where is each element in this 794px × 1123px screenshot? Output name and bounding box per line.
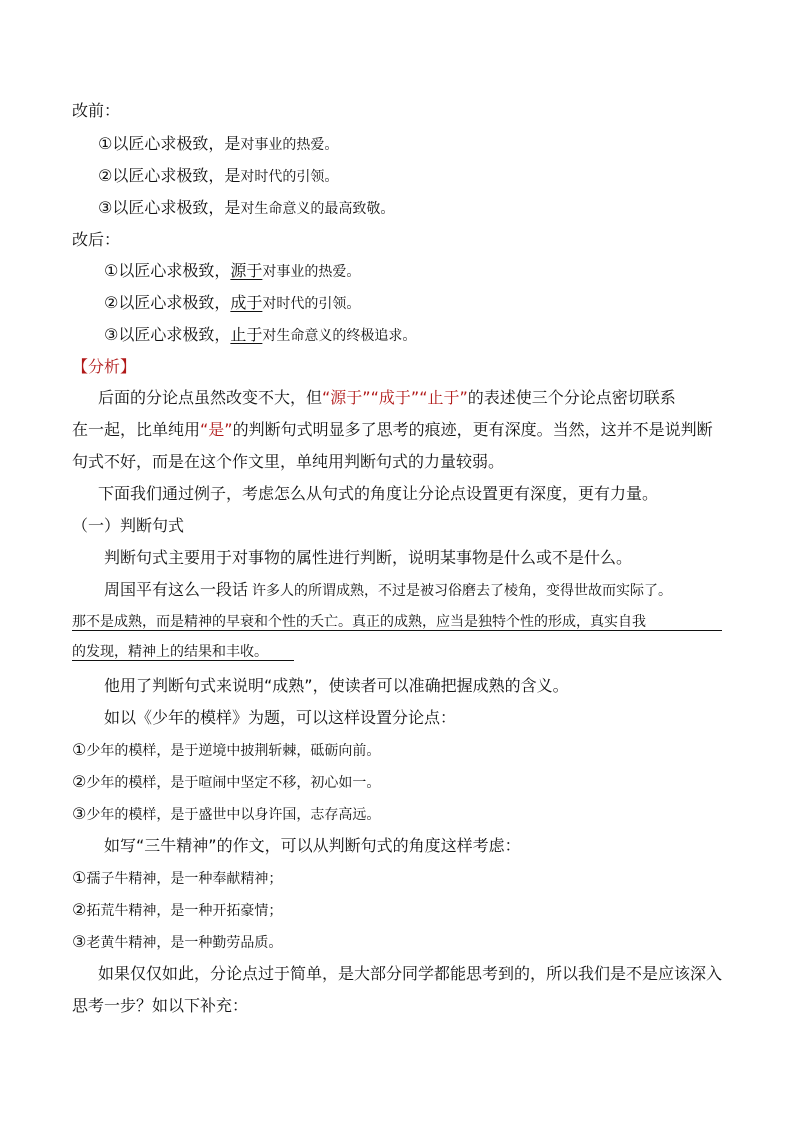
item-text: 老黄牛精神，是一种勤劳品质。 xyxy=(86,935,283,951)
item-number: ① xyxy=(72,868,87,887)
section-definition: 判断句式主要用于对事物的属性进行判断，说明某事物是什么或不是什么。 xyxy=(104,548,633,567)
item-lead: 以匠心求极致，是 xyxy=(112,198,241,217)
before-item-3 xyxy=(98,198,394,219)
quote-line-1 xyxy=(104,580,672,601)
item-number: ③ xyxy=(72,804,87,823)
quote-text: 那不是成熟，而是精神的早衰和个性的夭亡。 xyxy=(72,614,352,630)
youth-item-3 xyxy=(72,804,380,825)
analysis-paragraph-line-3: 句式不好，而是在这个作文里，单纯用判断句式的力量较弱。 xyxy=(72,452,505,471)
quote-shi: “是” xyxy=(200,420,233,439)
quote-text: 许多人的所谓成熟，不过是被习俗磨去了棱角，变得世故而实际了。 xyxy=(252,583,673,599)
item-number: ② xyxy=(98,166,113,185)
item-text: 少年的模样，是于逆境中披荆斩棘，砥砺向前。 xyxy=(86,743,381,759)
youth-item-2 xyxy=(72,772,380,793)
analysis-paragraph-line-1 xyxy=(98,388,676,408)
item-number: ① xyxy=(104,261,119,280)
before-label: 改前： xyxy=(72,101,121,120)
item-keyword: 止于 xyxy=(230,325,263,344)
closing-paragraph-line-2: 思考一步？如以下补充： xyxy=(72,996,249,1015)
item-number: ② xyxy=(104,293,119,312)
item-number: ③ xyxy=(72,932,87,951)
item-number: ③ xyxy=(98,198,113,217)
item-text: 少年的模样，是于喧闹中坚定不移，初心如一。 xyxy=(86,775,381,791)
section-heading: （一）判断句式 xyxy=(72,516,185,535)
text-run: 在一起，比单纯用 xyxy=(72,420,201,439)
item-text: 少年的模样，是于盛世中以身许国，志存高远。 xyxy=(86,807,381,823)
after-item-1 xyxy=(104,261,360,282)
quote-yuanyu: “源于” xyxy=(322,388,371,407)
item-rest: 对生命意义的终极追求。 xyxy=(262,328,417,344)
item-lead: 以匠心求极致， xyxy=(118,261,231,280)
quote-underline xyxy=(72,630,722,631)
niu-intro: 如写“三牛精神”的作文，可以从判断句式的角度这样考虑： xyxy=(104,836,521,855)
section-explanation: 他用了判断句式来说明“成熟”，使读者可以准确把握成熟的含义。 xyxy=(104,676,569,695)
item-text: 拓荒牛精神，是一种开拓豪情； xyxy=(86,903,283,919)
item-keyword: 成于 xyxy=(230,293,263,312)
analysis-paragraph-line-2 xyxy=(72,420,713,440)
item-lead: 以匠心求极致， xyxy=(118,293,231,312)
quote-underlined-text: 真正的成熟，应当是独特个性的形成，真实自我 xyxy=(352,614,646,630)
item-number: ② xyxy=(72,772,87,791)
niu-item-3 xyxy=(72,932,282,953)
quote-underline xyxy=(72,660,294,661)
text-run: 的判断句式明显多了思考的痕迹，更有深度。当然，这并不是说判断 xyxy=(232,420,713,439)
item-lead: 以匠心求极致，是 xyxy=(112,134,241,153)
quote-intro: 周国平有这么一段话 xyxy=(104,580,249,599)
item-number: ② xyxy=(72,900,87,919)
after-item-2 xyxy=(104,293,360,314)
item-rest: 对时代的引领。 xyxy=(240,169,339,185)
text-run: 的表述使三个分论点密切联系 xyxy=(467,388,676,407)
item-rest: 对生命意义的最高致敬。 xyxy=(240,201,395,217)
before-item-1 xyxy=(98,134,338,155)
text-run: 后面的分论点虽然改变不大，但 xyxy=(98,388,323,407)
before-item-2 xyxy=(98,166,338,187)
analysis-paragraph-intro: 下面我们通过例子，考虑怎么从句式的角度让分论点设置更有深度，更有力量。 xyxy=(98,484,659,503)
niu-item-2 xyxy=(72,900,282,921)
closing-paragraph-line-1: 如果仅仅如此，分论点过于简单，是大部分同学都能思考到的，所以我们是不是应该深入 xyxy=(98,964,723,983)
quote-line-2 xyxy=(72,612,646,632)
niu-item-1 xyxy=(72,868,282,889)
item-number: ③ xyxy=(104,325,119,344)
quote-line-3: 的发现，精神上的结果和丰收。 xyxy=(72,644,268,660)
youth-item-1 xyxy=(72,740,380,761)
item-lead: 以匠心求极致， xyxy=(118,325,231,344)
item-text: 孺子牛精神，是一种奉献精神； xyxy=(86,871,283,887)
quote-chengyu: “成于” xyxy=(370,388,420,407)
item-number: ① xyxy=(98,134,113,153)
analysis-heading: 【分析】 xyxy=(72,357,137,376)
item-rest: 对时代的引领。 xyxy=(262,296,361,312)
after-label: 改后： xyxy=(72,230,121,249)
item-number: ① xyxy=(72,740,87,759)
item-rest: 对事业的热爱。 xyxy=(262,264,361,280)
item-keyword: 源于 xyxy=(230,261,263,280)
after-item-3 xyxy=(104,325,416,346)
quote-zhiyu: “止于” xyxy=(419,388,468,407)
item-lead: 以匠心求极致，是 xyxy=(112,166,241,185)
item-rest: 对事业的热爱。 xyxy=(240,137,339,153)
youth-intro: 如以《少年的模样》为题，可以这样设置分论点： xyxy=(104,708,457,727)
